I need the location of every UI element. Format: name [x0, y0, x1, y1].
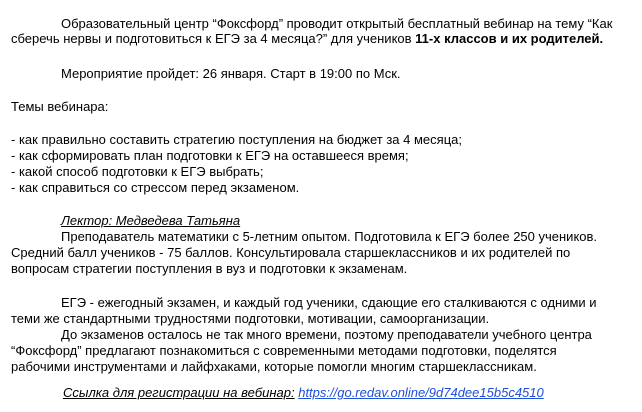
- about-line: теми же стандартными трудностями подготовки, мотивации, самоорганизации.: [11, 311, 490, 326]
- intro-line-1: Образовательный центр “Фоксфорд” проводит открытый бесплатный вебинар на тему “Как: [61, 16, 613, 31]
- topic-item: - как сформировать план подготовки к ЕГЭ на оставшееся время;: [11, 148, 409, 163]
- about-line: ЕГЭ - ежегодный экзамен, и каждый год ученики, сдающие его сталкиваются с одними и: [61, 295, 597, 310]
- topic-item: - какой способ подготовки к ЕГЭ выбрать;: [11, 164, 264, 179]
- intro-audience-bold: 11-х классов и их родителей.: [415, 31, 604, 46]
- topic-item: - как правильно составить стратегию поступления на бюджет за 4 месяца;: [11, 132, 462, 147]
- lector-bio-line: Средний балл учеников - 75 баллов. Консультировала старшеклассников и их родителей по: [11, 245, 571, 260]
- topics-title: Темы вебинара:: [11, 99, 109, 114]
- lector-title: Лектор: Медведева Татьяна: [61, 213, 241, 228]
- registration-label: Ссылка для регистрации на вебинар:: [63, 385, 295, 400]
- lector-bio-line: вопросам стратегии поступления в вуз и подготовки к экзаменам.: [11, 261, 408, 276]
- about-line: рабочими инструментами и лайфхаками, которые помогли многим старшеклассникам.: [11, 359, 537, 374]
- event-info: Мероприятие пройдет: 26 января. Старт в 19:00 по Мск.: [61, 66, 401, 81]
- about-line: До экзаменов осталось не так много времени, поэтому преподаватели учебного центра: [61, 327, 592, 342]
- about-line: “Фоксфорд” предлагают познакомиться с современными методами подготовки, поделятся: [11, 343, 557, 358]
- intro-line-2-text: сберечь нервы и подготовиться к ЕГЭ за 4 месяца?” для учеников: [11, 31, 416, 46]
- lector-bio-line: Преподаватель математики с 5-летним опытом. Подготовила к ЕГЭ более 250 учеников.: [61, 229, 598, 244]
- registration-line: [63, 385, 544, 401]
- intro-line-2: [11, 31, 603, 47]
- topic-item: - как справиться со стрессом перед экзаменом.: [11, 180, 300, 195]
- registration-link[interactable]: https://go.redav.online/9d74dee15b5c4510: [298, 385, 544, 400]
